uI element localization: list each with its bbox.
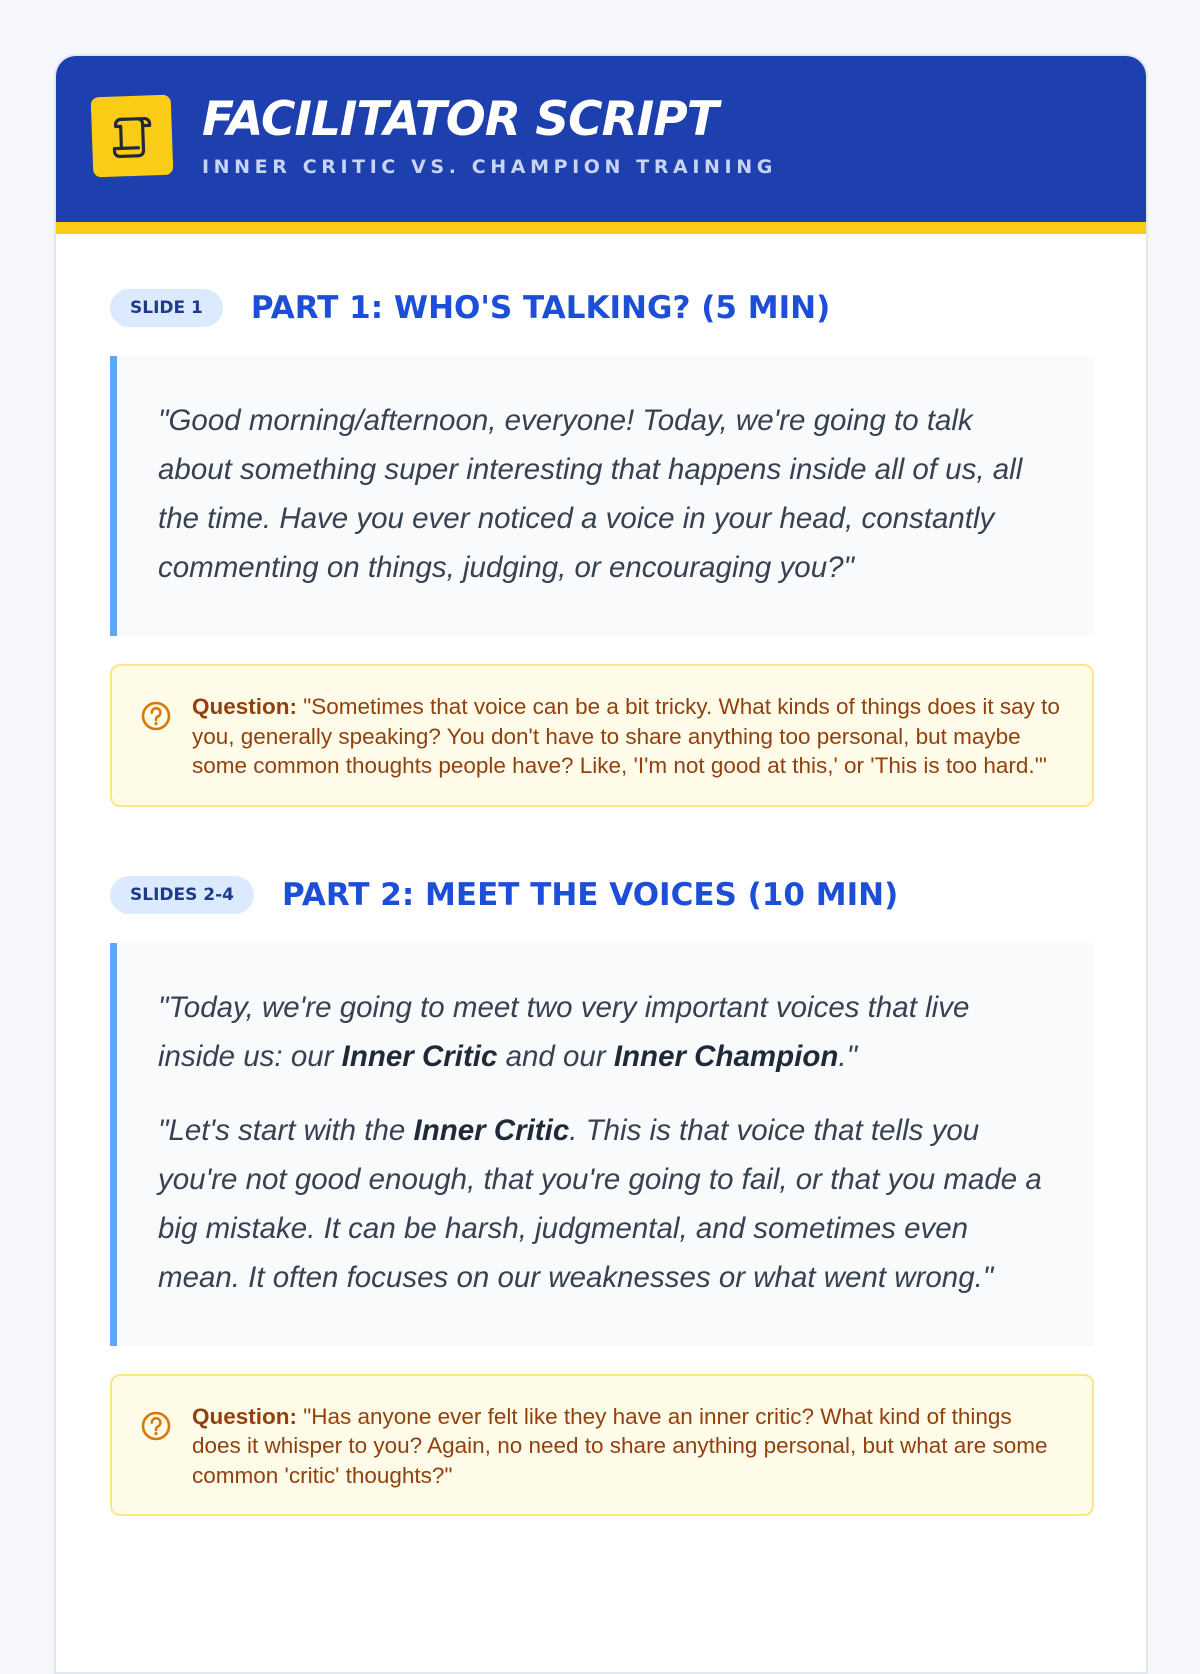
script-content: [110, 288, 1094, 1516]
question-callout: [110, 1374, 1094, 1517]
section-title: PART 2: MEET THE VOICES (10 MIN): [282, 876, 899, 913]
script-quote: [110, 943, 1094, 1346]
script-paragraph: "Good morning/afternoon, everyone! Today, we're going to talk about something super interesting that happens inside all of us, all the time. Have you ever noticed a voice in your head, constantly commenting on things, judging, or encouraging you?": [158, 404, 1023, 584]
question-label: Question:: [192, 694, 297, 719]
scroll-icon: [91, 95, 174, 178]
question-callout: [110, 664, 1094, 807]
question-text: "Sometimes that voice can be a bit tricky. What kinds of things does it say to you, generally speaking? You don't have to share anything too personal, but maybe some common thoughts people have? Like, 'I'm not good at this,' or 'This is too hard.'": [192, 694, 1060, 778]
script-paragraph: "Let's start with the Inner Critic. This is that voice that tells you you're not good enough, that you're going to fail, or that you made a big mistake. It can be harsh, judgmental, and sometimes even mean. It often focuses on our weaknesses or what went wrong.": [158, 1113, 1042, 1294]
section-header-1: [110, 288, 1094, 328]
emphasis-term: Inner Critic: [413, 1113, 570, 1147]
slide-badge: SLIDES 2-4: [110, 876, 254, 914]
page-title: FACILITATOR SCRIPT: [202, 92, 718, 147]
script-paragraph: "Today, we're going to meet two very important voices that live inside us: our Inner Critic and our Inner Champion.": [158, 990, 970, 1073]
script-quote: [110, 356, 1094, 636]
question-text: "Has anyone ever felt like they have an inner critic? What kind of things does it whisper to you? Again, no need to share anything personal, but what are some common 'critic' thoughts?": [192, 1403, 1048, 1488]
header-banner: [54, 54, 1148, 234]
question-label: Question:: [192, 1403, 297, 1429]
section-header-2: [110, 875, 1094, 915]
question-circle-icon: [140, 700, 172, 732]
slide-badge: SLIDE 1: [110, 289, 223, 327]
emphasis-term: Inner Critic: [341, 1039, 498, 1073]
question-circle-icon: [140, 1410, 172, 1442]
section-title: PART 1: WHO'S TALKING? (5 MIN): [250, 290, 831, 326]
emphasis-term: Inner Champion: [613, 1039, 839, 1073]
script-card: [54, 54, 1148, 1674]
page-subtitle: INNER CRITIC VS. CHAMPION TRAINING: [202, 156, 777, 178]
scroll-icon-graphic: [106, 110, 158, 162]
